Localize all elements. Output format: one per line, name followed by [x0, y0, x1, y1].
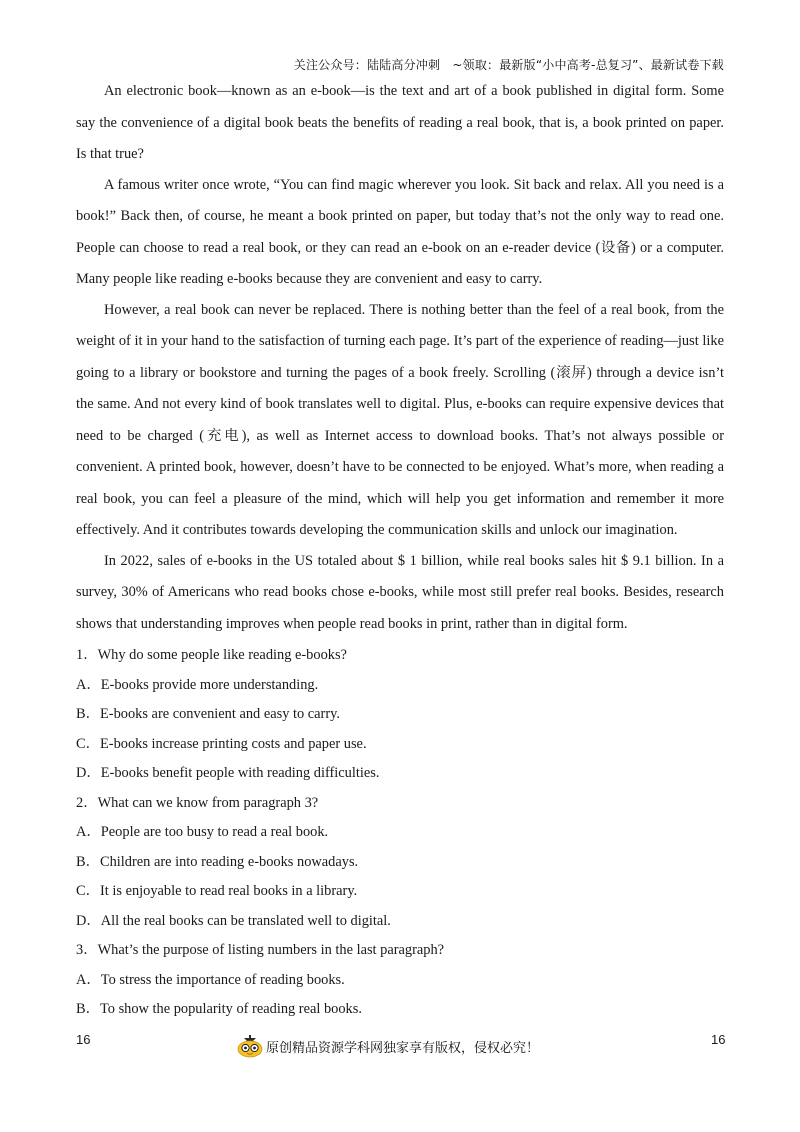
- option-1a: A．E-books provide more understanding.: [76, 676, 319, 693]
- question-1: 1．Why do some people like reading e-books?: [76, 647, 347, 663]
- option-2a: A．People are too busy to read a real book.: [76, 824, 329, 840]
- question-3: 3．What’s the purpose of listing numbers in the last paragraph?: [76, 942, 445, 958]
- question-2: 2．What can we know from paragraph 3?: [76, 794, 319, 811]
- question-list: [76, 641, 724, 1025]
- option-1b: B．E-books are convenient and easy to carry.: [76, 706, 340, 722]
- option-1c: C．E-books increase printing costs and paper use.: [76, 735, 367, 752]
- page-number-left: 16: [76, 1032, 91, 1047]
- option-3b: B．To show the popularity of reading real books.: [76, 1001, 362, 1017]
- paragraph-1: An electronic book—known as an e-book—is the text and art of a book published in digital form. Some say the convenience of a digital book beats the benefits of reading a real book, that is, a book printed on paper. Is that true?: [76, 83, 724, 162]
- option-2d: D．All the real books can be translated well to digital.: [76, 912, 391, 929]
- mascot-logo-icon: [236, 1034, 264, 1058]
- paragraph-2: A famous writer once wrote, “You can find magic wherever you look. Sit back and relax. All you need is a book!” Back then, of course, he meant a book printed on paper, but today that’s not the only way to read one. People can choose to read a real book, or they can read an e-book on an e-reader device (设备) or a computer. Many people like reading e-books because they are convenient and easy to carry.: [76, 176, 724, 287]
- paragraph-3: However, a real book can never be replaced. There is nothing better than the feel of a real book, from the weight of it in your hand to the satisfaction of turning each page. It’s part of the experience of reading—just like going to a library or bookstore and turning the pages of a book freely. Scrolling (滚屏) through a device isn’t the same. And not every kind of book translates well to digital. Plus, e-books can require expensive devices that need to be charged (充电), as well as Internet access to download books. That’s not always possible or convenient. A printed book, however, doesn’t have to be connected to be enjoyed. What’s more, when reading a real book, you can feel a pleasure of the mind, which will help you get information and remember it more effectively. And it contributes towards developing the communication skills and unlock our imagination.: [76, 301, 724, 538]
- option-3a: A．To stress the importance of reading books.: [76, 971, 345, 988]
- paragraph-4: In 2022, sales of e-books in the US totaled about $ 1 billion, while real books sales hit $ 9.1 billion. In a survey, 30% of Americans who read books chose e-books, while most still prefer real books. Besides, research shows that understanding improves when people read books in print, rather than in digital form.: [76, 552, 724, 632]
- copyright-notice: [236, 1034, 539, 1058]
- page-header: 关注公众号：陆陆高分冲刺 ~领取：最新版“小中高考-总复习”、最新试卷下载: [293, 58, 724, 72]
- option-2c: C．It is enjoyable to read real books in a library.: [76, 883, 358, 899]
- document-body: [76, 76, 724, 1025]
- page-number-right: 16: [711, 1032, 726, 1047]
- option-2b: B．Children are into reading e-books nowadays.: [76, 853, 359, 870]
- option-1d: D．E-books benefit people with reading difficulties.: [76, 765, 380, 781]
- copyright-text: 原创精品资源学科网独家享有版权，侵权必究！: [266, 1040, 540, 1056]
